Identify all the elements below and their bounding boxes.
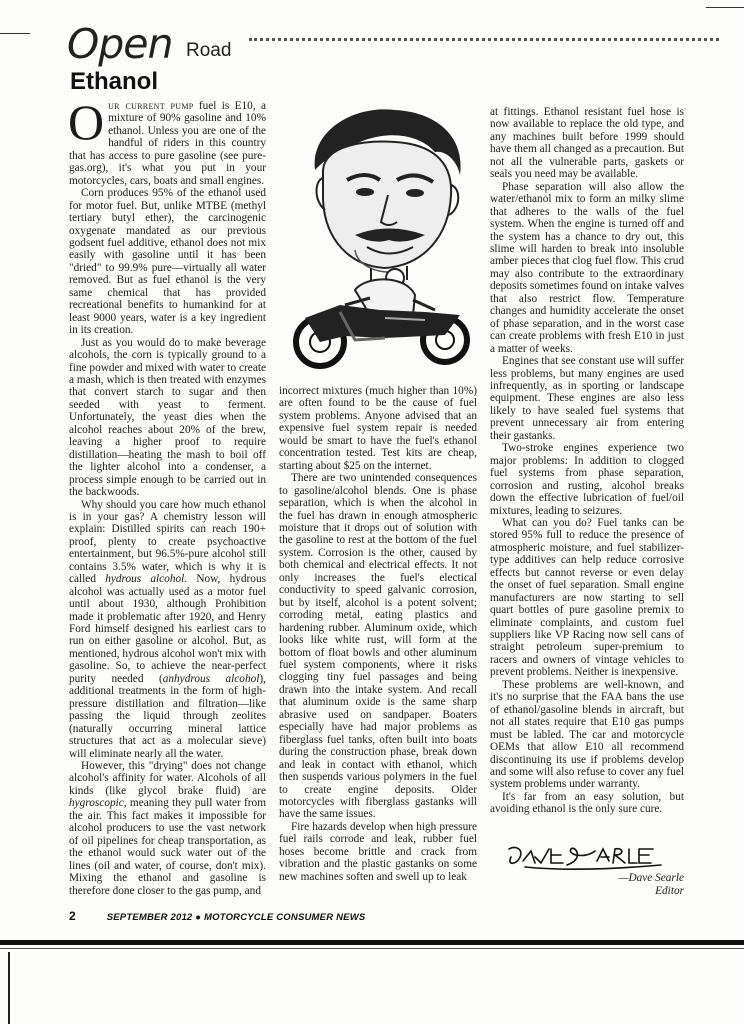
byline-title: Editor [655, 884, 684, 897]
brand-road: Road [186, 40, 232, 61]
article-paragraph: incorrect mixtures (much higher than 10%) are often found to be the cause of fuel system problems. Anyone advised that an expensive fuel system repair is needed would be smart to have the fuel's ethanol concentration tested. Test kits are cheap, starting about $25 on the internet. [279, 385, 477, 472]
article-paragraph: Just as you would do to make beverage alcohols, the corn is typically ground to a fine powder and mixed with water to create a mash, which is then treated with enzymes that convert starch to sugar and then seeded with yeast to ferment. Unfortunately, the yeast dies when the alcohol reaches about 20% of the brew, leaving a higher proof to require distillation—heating the mash to boil off the lighter alcohol into a condenser, a process simple enough to be carried out in the backwoods. [69, 336, 266, 499]
paragraph-text: fuel is E10, a mixture of 90% gasoline and 10% ethanol. Unless you are one of the handful of riders in this country that has access to pure gasoline (see pure-gas.org), it's what you put in your motorcycles, cars, boats and small engines. [69, 100, 267, 187]
editor-caricature-illustration [285, 100, 485, 372]
term-italic: anhydrous alcohol [162, 672, 260, 685]
column-header [67, 20, 717, 68]
editor-signature [505, 835, 665, 875]
article-paragraph: Why should you care how much ethanol is in your gas? A chemistry lesson will explain: Distilled spirits can reach 190+ proof, plenty to create psychoactive entertainment, but 96.5%-pure alcohol still contains 3.5% water, which is why it is called hydrous alcohol. Now, hydrous alcohol was actually used as a motor fuel until about 1930, although Prohibition made it problematic after 1920, and Henry Ford himself designed his earliest cars to run on either gasoline or alcohol. But, as mentioned, hydrous alcohol won't mix with gasoline. So, to achieve the near-perfect purity needed (anhydrous alcohol), additional treatments in the form of high-pressure distillation and filtration—like passing the liquid through zeolites (naturally occurring mineral lattice structures that act as a molecular sieve) will eliminate nearly all the water. [69, 498, 266, 760]
article-paragraph: It's far from an easy solution, but avoiding ethanol is the only sure cure. [490, 790, 684, 816]
article-paragraph [68, 94, 267, 187]
article-paragraph: Fire hazards develop when high pressure fuel rails corrode and leak, rubber fuel hoses become brittle and crack from vibration and the plastic gastanks on some new machines soften and swell up to leak [279, 820, 477, 883]
article-column-3 [490, 106, 684, 816]
term-italic: hydrous alcohol [105, 573, 185, 586]
lead-in: ur current pump [108, 100, 194, 112]
article-paragraph: What can you do? Fuel tanks can be stored 95% full to reduce the presence of atmospheric moisture, and fuel stabilizer-type additives can help reduce corrosive effects but cannot reverse or even delay the onset of fuel separation. Small engine manufacturers are now starting to sell quart bottles of pure gasoline premix to eliminate complaints, and custom fuel suppliers like VP Racing now sell cans of straight petroleum super-premium to racers and owners of vintage vehicles to prevent problems. Neither is inexpensive. [490, 516, 684, 679]
article-paragraph: at fittings. Ethanol resistant fuel hose is now available to replace the old type, and any machines built before 1999 should have them all changed as a precaution. But not all the vulnerable parts, gaskets or seals you need may be available. [490, 106, 684, 181]
article-paragraph: Two-stroke engines experience two major problems: In addition to clogged fuel systems from phase separation, corrosion and rusting, alcohol breaks down the effective lubrication of fuel/oil mixtures, leading to seizures. [490, 442, 684, 517]
scan-edge-mark [8, 952, 10, 1024]
article-paragraph: Engines that see constant use will suffer less problems, but many engines are used infrequently, as in sporting or landscape equipment. These engines are also less likely to have sealed fuel systems that prevent unnecessary air from entering their gastanks. [490, 355, 684, 442]
article-column-2 [279, 385, 477, 883]
page-footer [69, 909, 365, 923]
footer-rule-thin [0, 948, 744, 949]
article-paragraph: Corn produces 95% of the ethanol used for motor fuel. But, unlike MTBE (methyl tertiary butyl ether), the carcinogenic oxygenate mandated as our previous godsent fuel additive, ethanol does not mix easily with gasoline until it has been "dried" to 99.9% pure—virtually all water removed. But as fuel ethanol is the very same chemical that has provided recreational benefits to humankind for at least 9000 years, water is a key ingredient in its creation. [69, 187, 266, 337]
article-column-1 [68, 94, 267, 897]
brand-open: Open [67, 20, 173, 68]
byline-name: —Dave Searle [618, 872, 684, 884]
page-number: 2 [69, 909, 76, 923]
drop-cap: O [68, 94, 105, 150]
article-paragraph: There are two unintended consequences to gasoline/alcohol blends. One is phase separation, which is when the alcohol in the fuel has drawn in enough atmospheric moisture that it drops out of solution with the gasoline to rest at the bottom of the fuel system. Corrosion is the other, caused by both chemical and electrical effects. It not only increases the fuel's electical conductivity to speed galvanic corrosion, but by itself, alcohol is a potent solvent; corroding metal, eating plastics and hardening rubber. Aluminum oxide, which looks like white rust, will form at the bottom of float bowls and other aluminum fuel system components, where it risks clogging tiny fuel passages and being drawn into the intake system. And recall that aluminum oxide is the same sharp abrasive used on sandpaper. Boaters especially have had major problems as fiberglass fuel tanks, often built into boats during the construction phase, break down and leak in contact with ethanol, which then suspends various polymers in the fuel to create engine deposits. Older motorcycles with fiberglass gastanks will have the same issues. [279, 472, 477, 821]
header-rule-right [706, 7, 744, 8]
article-paragraph: Phase separation will also allow the water/ethanol mix to form an milky slime that adheres to the walls of the fuel system. When the engine is turned off and the system has a chance to dry out, this slime will harden to break into insoluble amber pieces that clog fuel flow. This crud may also contribute to the extraordinary deposits sometimes found on intake valves that also restrict flow. Temperature changes and humidity accelerate the onset of phase separation, and in the worst case can create problems with fresh E10 in just a matter of weeks. [490, 180, 684, 355]
header-dotted-rule [249, 38, 719, 41]
article-paragraph: However, this "drying" does not change alcohol's affinity for water. Alcohols of all kinds (like glycol brake fluid) are hygroscopic, meaning they pull water from the air. This fact makes it impossible for alcohol producers to use the vast network of oil pipelines for cheap transportation, as the ethanol would suck water out of the lines (oil and water, of course, don't mix). Mixing the ethanol and gasoline is therefore done closer to the gas pump, and [69, 760, 266, 897]
article-title: Ethanol [70, 68, 158, 95]
issue-line: SEPTEMBER 2012 ● MOTORCYCLE CONSUMER NEWS [106, 912, 366, 923]
byline-block [560, 872, 684, 897]
article-paragraph: These problems are well-known, and it's no surprise that the FAA bans the use of ethanol/gasoline blends in aircraft, but not all states require that E10 gas pumps must be labled. The car and motorcycle OEMs that allow E10 all recommend discontinuing its use if problems develop and some will also refuse to cover any fuel system problems under warranty. [490, 678, 684, 791]
term-italic: hygroscopic [69, 797, 124, 810]
header-rule-left [0, 33, 30, 34]
footer-rule [0, 940, 744, 945]
